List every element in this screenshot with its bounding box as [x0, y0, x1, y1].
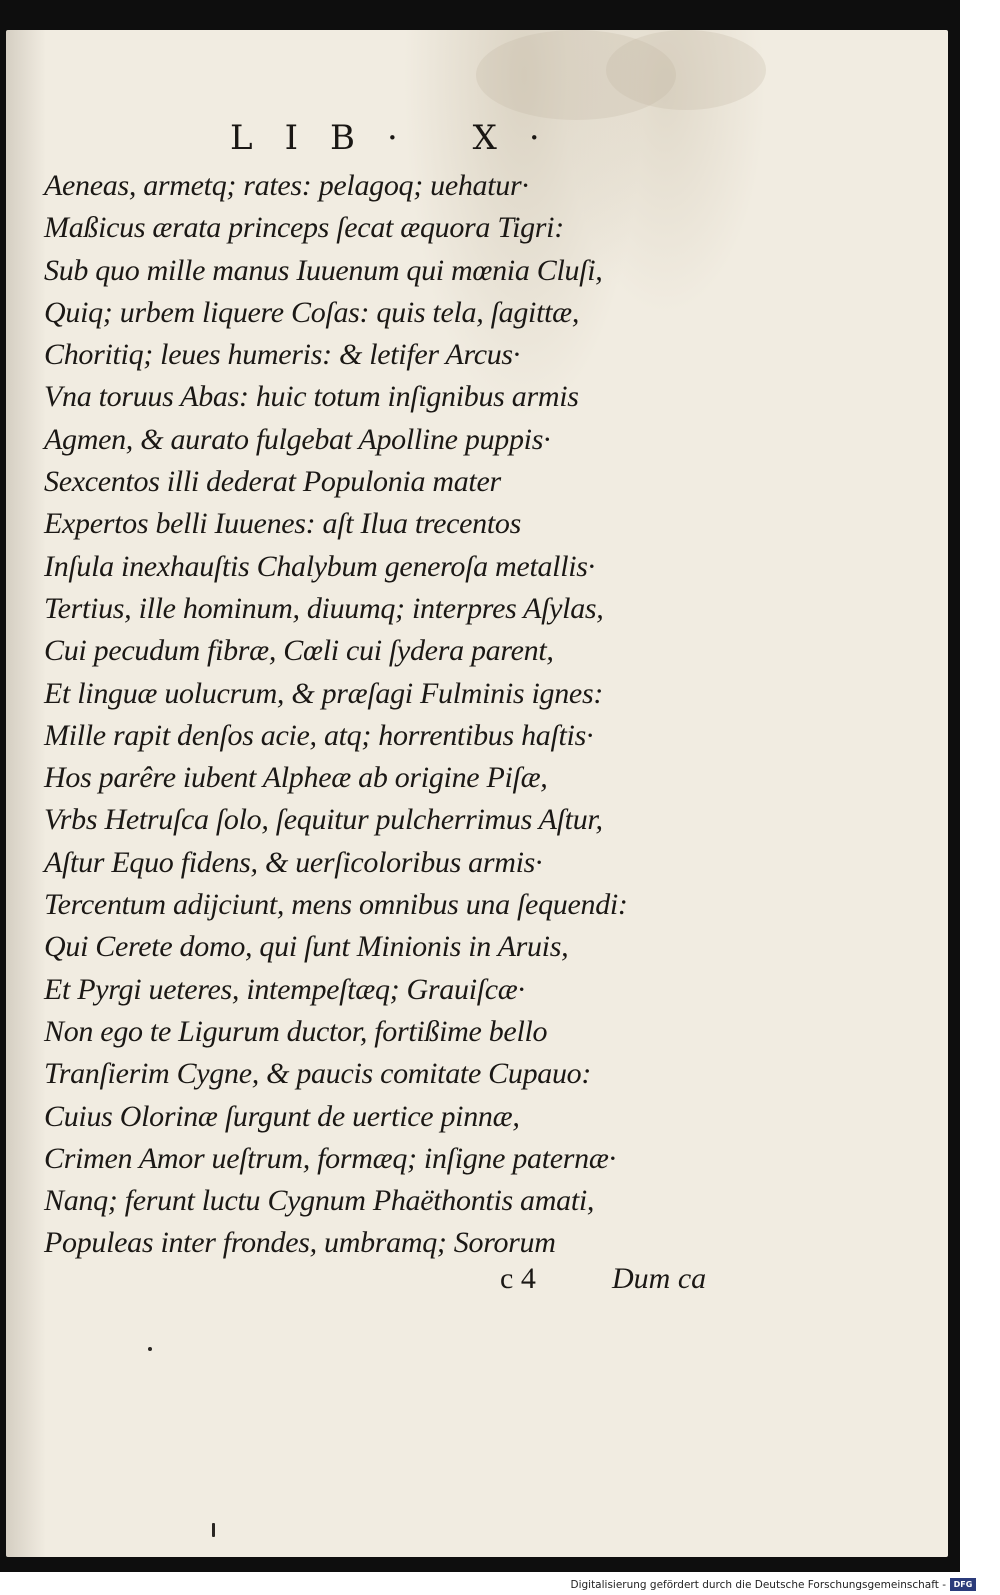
verse-line: Cuius Olorinæ ſurgunt de uertice pinnæ,	[44, 1099, 520, 1133]
dfg-logo: DFG	[950, 1578, 976, 1591]
verse-line: Sub quo mille manus Iuuenum qui mœnia Cluſi,	[44, 253, 603, 287]
verse-line: Cui pecudum fibræ, Cœli cui ſydera parent,	[44, 634, 554, 668]
verse-line: Inſula inexhauſtis Chalybum generoſa metallis·	[44, 549, 595, 583]
verse-line: Tertius, ille hominum, diuumq; interpres Aſylas,	[44, 591, 604, 625]
verse-text-block	[44, 165, 924, 1265]
verse-line: Et Pyrgi ueteres, intempeſtæq; Grauiſcæ·	[44, 972, 525, 1006]
verse-line: Nanq; ferunt luctu Cygnum Phaëthontis amati,	[44, 1184, 595, 1218]
verse-line: Vrbs Hetruſca ſolo, ſequitur pulcherrimus Aſtur,	[44, 803, 603, 837]
verse-line: Tercentum adijciunt, mens omnibus una ſequendi:	[44, 888, 628, 922]
verse-line: Non ego te Ligurum ductor, fortißime bello	[44, 1014, 548, 1048]
verse-line: Choritiq; leues humeris: & letifer Arcus·	[44, 338, 520, 372]
verse-line: Expertos belli Iuuenes: aſt Ilua trecentos	[44, 507, 521, 541]
paper-stain	[606, 30, 766, 110]
verse-line: Populeas inter frondes, umbramq; Sororum	[44, 1226, 556, 1260]
verse-line: Hos parêre iubent Alpheæ ab origine Piſæ,	[44, 761, 548, 795]
credit-text: Digitalisierung gefördert durch die Deutsche Forschungsgemeinschaft -	[570, 1579, 946, 1591]
verse-line: Et linguæ uolucrum, & præſagi Fulminis ignes:	[44, 676, 604, 710]
verse-line: Aeneas, armetq; rates: pelagoq; uehatur·	[44, 169, 529, 202]
running-head: LIB· X·	[230, 118, 572, 158]
ink-speck	[148, 1347, 152, 1351]
verse-line: Crimen Amor ueſtrum, formæq; inſigne paternæ·	[44, 1141, 616, 1175]
verse-line: Agmen, & aurato fulgebat Apolline puppis·	[44, 422, 551, 456]
verse-line: Mille rapit denſos acie, atq; horrentibus haſtis·	[44, 718, 594, 752]
verse-line: Tranſierim Cygne, & paucis comitate Cupauo:	[44, 1057, 592, 1091]
verse-line: Vna toruus Abas: huic totum inſignibus armis	[44, 380, 579, 414]
ink-mark	[212, 1523, 215, 1537]
signature-mark: c 4	[500, 1262, 536, 1295]
verse-line: Aſtur Equo fidens, & uerſicoloribus armis·	[44, 845, 543, 879]
catchword: Dum ca	[612, 1262, 707, 1295]
verse-line: Qui Cerete domo, qui ſunt Minionis in Aruis,	[44, 930, 569, 964]
verse-line: Quiq; urbem liquere Coſas: quis tela, ſagittæ,	[44, 295, 580, 329]
verse-line: Sexcentos illi dederat Populonia mater	[44, 465, 501, 499]
verse-line: Maßicus ærata princeps ſecat æquora Tigri:	[44, 211, 564, 245]
